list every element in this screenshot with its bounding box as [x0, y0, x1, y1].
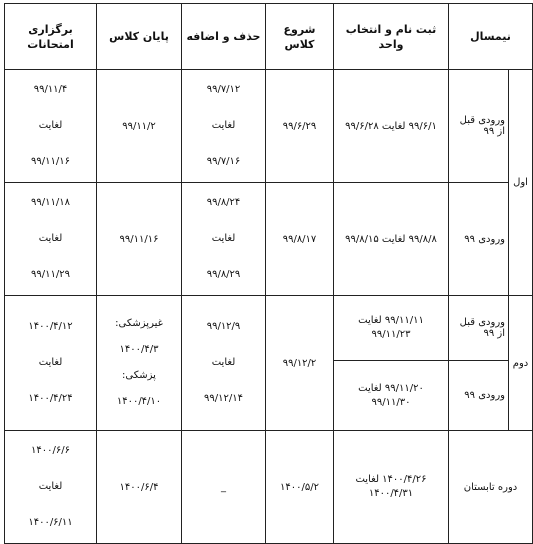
entry-label: ورودی ۹۹ [449, 361, 509, 431]
class-end-cell: ۹۹/۱۱/۲ [97, 70, 182, 183]
registration-cell: ۹۹/۱۱/۲۰ لغایت ۹۹/۱۱/۳۰ [334, 361, 449, 431]
header-exams: برگزاری امتحانات [5, 4, 97, 70]
semester-label-summer: دوره تابستان [449, 431, 533, 544]
exams-cell: ۹۹/۱۱/۴ لغایت ۹۹/۱۱/۱۶ [5, 70, 97, 183]
exams-cell: ۱۴۰۰/۴/۱۲ لغایت ۱۴۰۰/۴/۲۴ [5, 296, 97, 431]
class-end-med-label: پزشکی: [122, 370, 156, 381]
header-add-drop: حذف و اضافه [182, 4, 266, 70]
academic-calendar-table [4, 3, 533, 544]
semester-label-first: اول [509, 70, 533, 296]
class-start-cell: ۹۹/۸/۱۷ [266, 183, 334, 296]
class-end-cell: ۹۹/۱۱/۱۶ [97, 183, 182, 296]
table-row [5, 70, 533, 183]
entry-label: ورودی قبل از ۹۹ [449, 296, 509, 361]
class-start-cell: ۱۴۰۰/۵/۲ [266, 431, 334, 544]
header-registration: ثبت نام و انتخاب واحد [334, 4, 449, 70]
exams-cell: ۹۹/۱۱/۱۸ لغایت ۹۹/۱۱/۲۹ [5, 183, 97, 296]
class-end-cell: ۱۴۰۰/۶/۴ [97, 431, 182, 544]
class-end-nonmed-date: ۱۴۰۰/۴/۳ [119, 344, 159, 355]
table-row [5, 183, 533, 296]
entry-label: ورودی قبل از ۹۹ [449, 70, 509, 183]
registration-cell: ۱۴۰۰/۴/۲۶ لغایت ۱۴۰۰/۴/۳۱ [334, 431, 449, 544]
class-end-med-date: ۱۴۰۰/۴/۱۰ [116, 396, 162, 407]
class-end-nonmed-label: غیرپزشکی: [115, 318, 163, 329]
class-start-cell: ۹۹/۱۲/۲ [266, 296, 334, 431]
add-drop-cell: _ [182, 431, 266, 544]
table-row [5, 431, 533, 544]
registration-cell: ۹۹/۸/۸ لغایت ۹۹/۸/۱۵ [334, 183, 449, 296]
registration-cell: ۹۹/۱۱/۱۱ لغایت ۹۹/۱۱/۲۳ [334, 296, 449, 361]
header-semester: نیمسال [449, 4, 533, 70]
add-drop-cell: ۹۹/۸/۲۴ لغایت ۹۹/۸/۲۹ [182, 183, 266, 296]
add-drop-cell: ۹۹/۱۲/۹ لغایت ۹۹/۱۲/۱۴ [182, 296, 266, 431]
registration-cell: ۹۹/۶/۱ لغایت ۹۹/۶/۲۸ [334, 70, 449, 183]
header-class-start: شروع کلاس [266, 4, 334, 70]
header-row [5, 4, 533, 70]
entry-label: ورودی ۹۹ [449, 183, 509, 296]
exams-cell: ۱۴۰۰/۶/۶ لغایت ۱۴۰۰/۶/۱۱ [5, 431, 97, 544]
class-end-cell [97, 296, 182, 431]
semester-label-second: دوم [509, 296, 533, 431]
add-drop-cell: ۹۹/۷/۱۲ لغایت ۹۹/۷/۱۶ [182, 70, 266, 183]
table-row [5, 296, 533, 361]
header-class-end: پایان کلاس [97, 4, 182, 70]
class-start-cell: ۹۹/۶/۲۹ [266, 70, 334, 183]
